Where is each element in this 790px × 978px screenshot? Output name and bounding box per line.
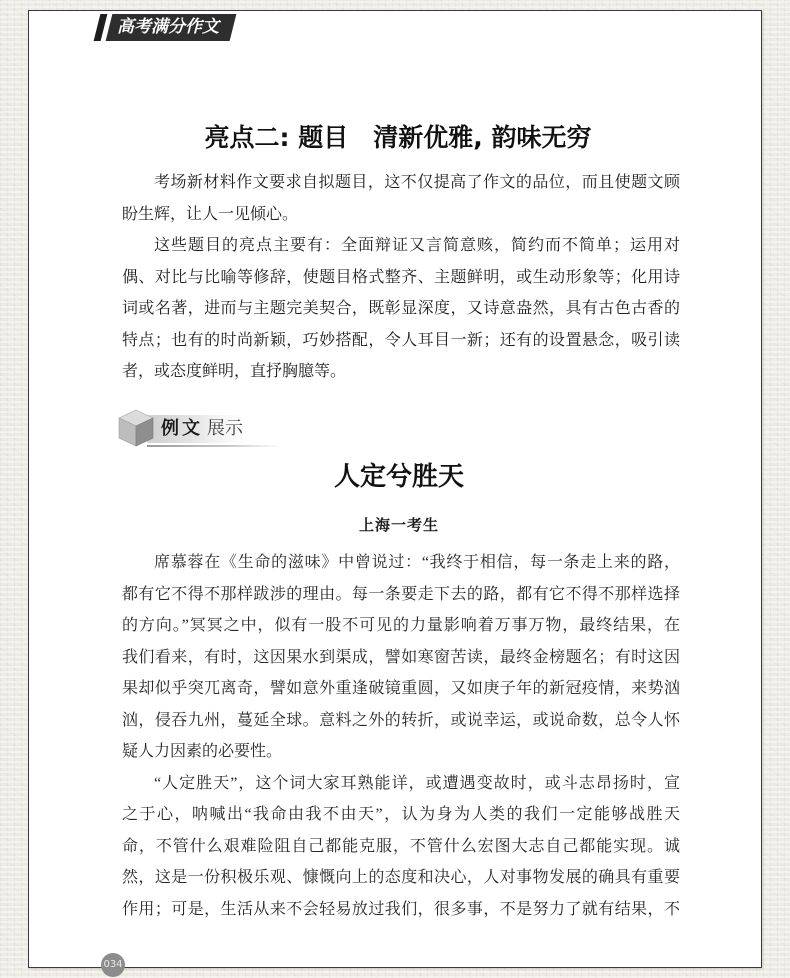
essay-paragraph	[122, 768, 680, 926]
section-title: 亮点二: 题目 清新优雅, 韵味无穷	[204, 123, 592, 152]
label-light-text: 展示	[207, 418, 243, 439]
text-line: 都有它不得不那样跋涉的理由。每一条要走下去的路，都有它不得不那样选择	[122, 585, 680, 603]
text-line: 这些题目的亮点主要有：全面辩证又言简意赅，简约而不简单；运用对	[154, 235, 680, 254]
text-line: 者，或态度鲜明，直抒胸臆等。	[122, 361, 347, 380]
essay-title: 人定兮胜天	[333, 462, 464, 492]
example-section-label	[117, 408, 287, 450]
intro-paragraph	[122, 166, 680, 229]
text-line: 我们看来，有时，这因果水到渠成，譬如寒窗苦读，最终金榜题名；有时这因	[122, 648, 680, 666]
page-number: 034	[101, 953, 125, 977]
essay-body	[122, 547, 680, 925]
cube-icon	[117, 408, 155, 448]
text-line: 特点；也有的时尚新颖，巧妙搭配，令人耳目一新；还有的设置悬念，吸引读	[122, 329, 680, 349]
text-line: 命，不管什么艰难险阻自己都能克服，不管什么宏图大志自己都能实现。诚	[122, 837, 680, 855]
series-title: 高考满分作文	[117, 17, 219, 37]
text-line: 盼生辉，让人一见倾心。	[122, 203, 299, 223]
text-line: 偶、对比与比喻等修辞，使题目格式整齐、主题鲜明，或生动形象等；化用诗	[122, 266, 680, 286]
text-line: 疑人力因素的必要性。	[122, 743, 283, 760]
text-line: 汹，侵吞九州，蔓延全球。意料之外的转折，或说幸运，或说命数，总令人怀	[122, 711, 680, 729]
essay-author: 上海一考生	[358, 516, 439, 534]
essay-paragraph	[122, 547, 680, 768]
book-page	[28, 10, 762, 968]
text-line: 然，这是一份积极乐观、慷慨向上的态度和决心，人对事物发展的确具有重要	[122, 869, 680, 886]
text-line: 词或名著，进而与主题完美契合，既彰显深度，又诗意盎然，具有古色古香的	[122, 298, 680, 317]
label-bold-text: 例文	[161, 418, 203, 439]
text-line: “人定胜天”，这个词大家耳熟能详，或遭遇变故时，或斗志昂扬时，宣	[154, 774, 680, 792]
label-underline	[147, 445, 282, 447]
intro-paragraph	[122, 229, 680, 387]
tag-accent-bar	[94, 14, 108, 41]
text-line: 考场新材料作文要求自拟题目，这不仅提高了作文的品位，而且使题文顾	[154, 172, 680, 191]
text-line: 席慕蓉在《生命的滋味》中曾说过：“我终于相信，每一条走上来的路，	[154, 554, 680, 571]
series-tag	[95, 14, 245, 41]
text-line: 之于心，呐喊出“我命由我不由天”，认为身为人类的我们一定能够战胜天	[122, 806, 680, 823]
text-line: 果却似乎突兀离奇，譬如意外重逢破镜重圆，又如庚子年的新冠疫情，来势汹	[122, 680, 680, 697]
intro-text	[122, 166, 680, 387]
text-line: 作用；可是，生活从来不会轻易放过我们，很多事，不是努力了就有结果，不	[122, 900, 680, 918]
text-line: 的方向。”冥冥之中，似有一股不可见的力量影响着万事万物，最终结果，在	[122, 617, 680, 634]
